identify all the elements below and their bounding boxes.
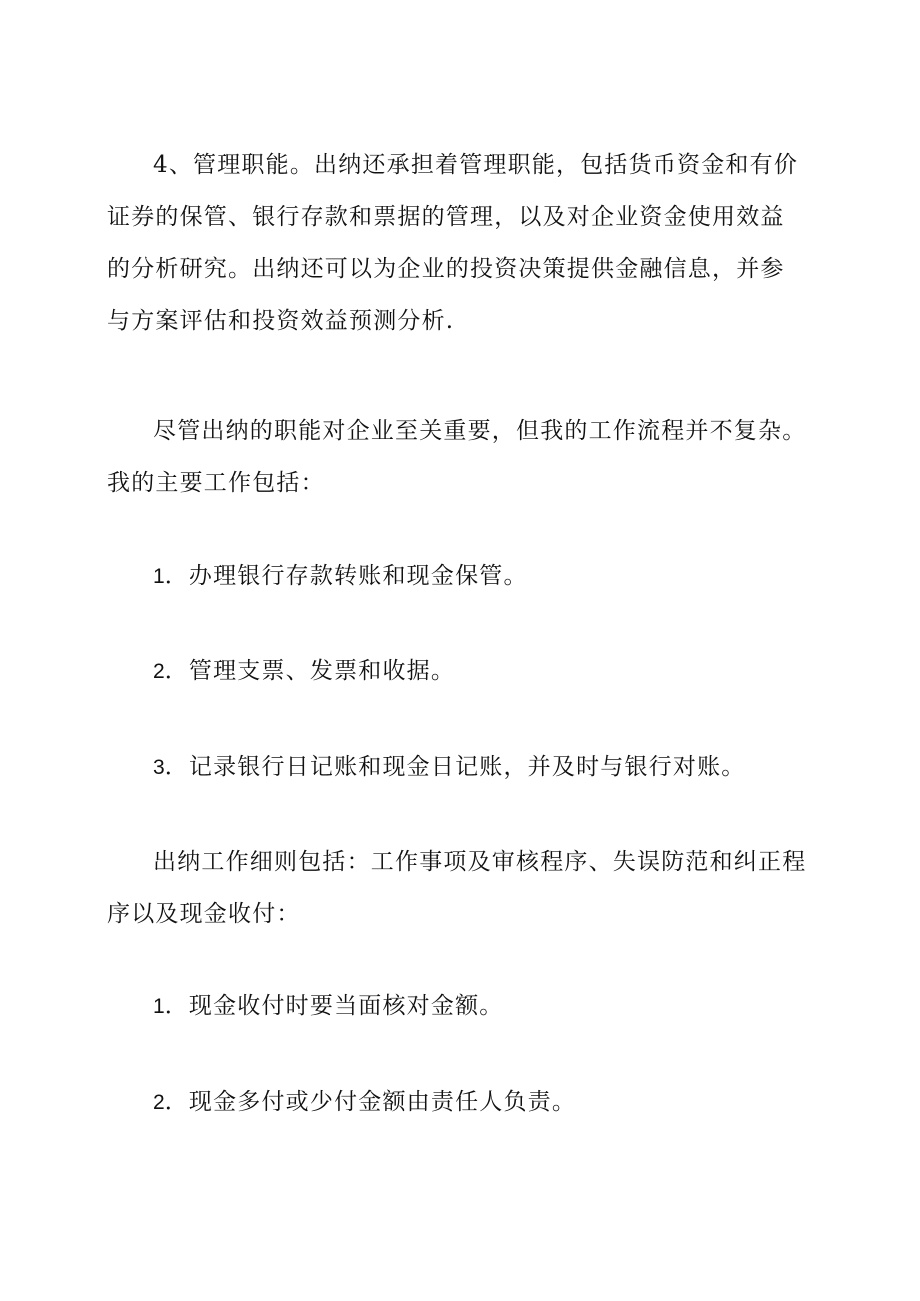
paragraph-work-rules: 出纳工作细则包括：工作事项及审核程序、失误防范和纠正程序以及现金收付： [107, 849, 807, 927]
list-number: 1 [153, 995, 165, 1018]
cash-item-2 [153, 1076, 803, 1129]
list-number: 2 [153, 660, 165, 683]
list-text: ．记录银行日记账和现金日记账，并及时与银行对账。 [164, 754, 746, 780]
work-item-1 [153, 550, 803, 603]
list-text: ．现金多付或少付金额由责任人负责。 [164, 1089, 577, 1115]
list-number: 1 [153, 565, 165, 588]
list-number: 3 [153, 756, 165, 779]
list-text: ．现金收付时要当面核对金额。 [164, 993, 504, 1019]
list-text: ．办理银行存款转账和现金保管。 [164, 563, 528, 589]
cash-item-1 [153, 980, 803, 1033]
list-text: ．管理支票、发票和收据。 [164, 658, 456, 684]
paragraph-management-function: 4、管理职能。出纳还承担着管理职能，包括货币资金和有价证券的保管、银行存款和票据的管理，以及对企业资金使用效益的分析研究。出纳还可以为企业的投资决策提供金融信息，并参与方案评估和投资效益预测分析. [107, 152, 799, 334]
paragraph-work-intro: 尽管出纳的职能对企业至关重要，但我的工作流程并不复杂。我的主要工作包括： [107, 418, 807, 496]
work-item-3 [153, 741, 803, 794]
list-number: 2 [153, 1091, 165, 1114]
work-item-2 [153, 645, 803, 698]
